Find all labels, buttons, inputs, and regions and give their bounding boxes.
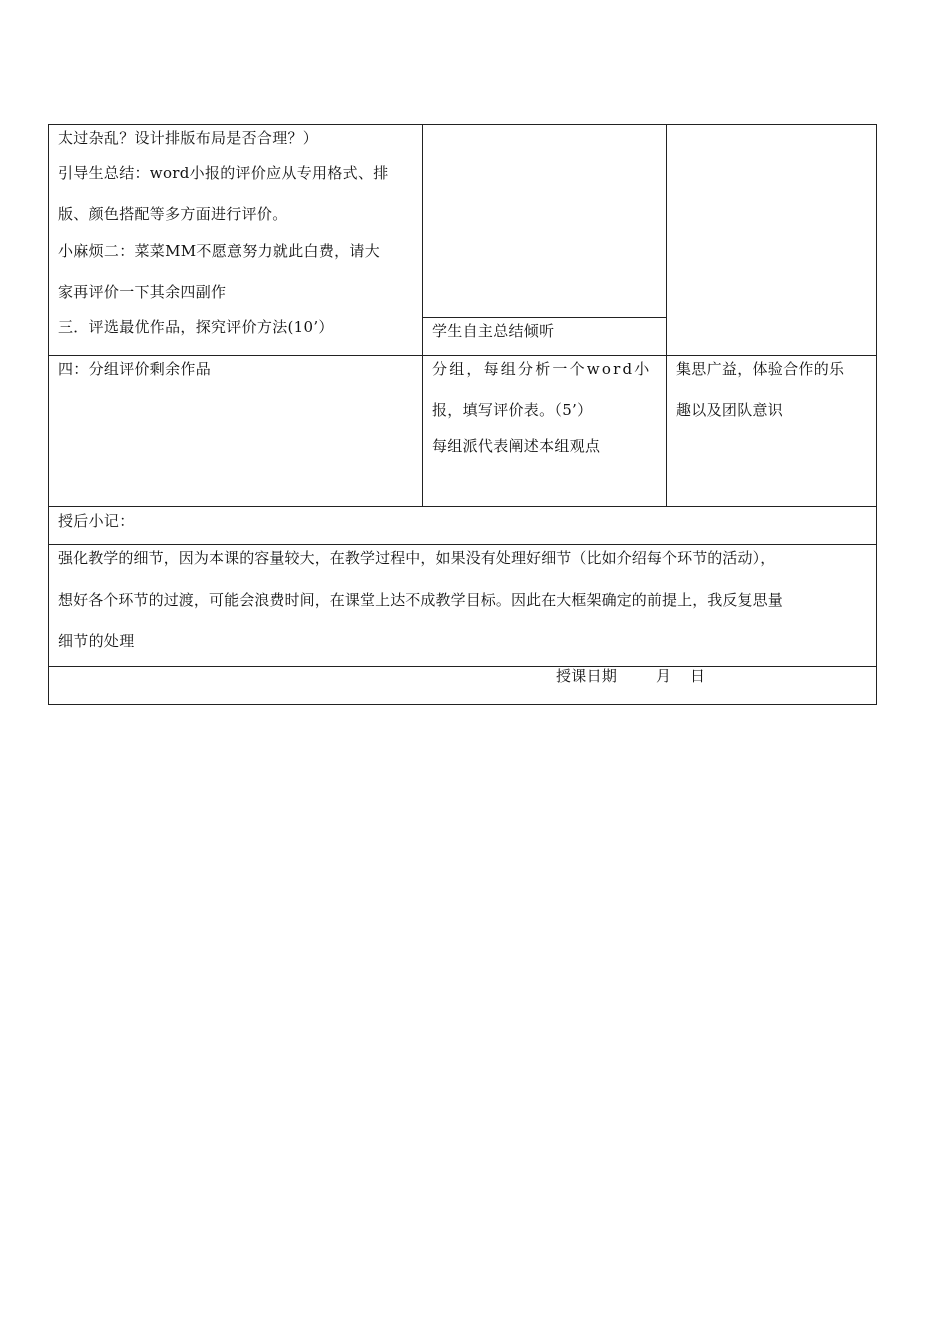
row-divider: [48, 355, 877, 356]
column-divider: [666, 124, 667, 507]
row1-col1-line: 太过杂乱？设计排版布局是否合理？）: [58, 129, 319, 147]
row3-col2-line: 分组，每组分析一个word小: [432, 360, 652, 378]
row1-col1-line: 引导生总结：word小报的评价应从专用格式、排: [58, 164, 389, 182]
row-divider: [48, 544, 877, 545]
notes-body-line: 强化教学的细节，因为本课的容量较大，在教学过程中，如果没有处理好细节（比如介绍每个环节的活动），: [58, 549, 776, 567]
notes-heading: 授后小记：: [58, 512, 135, 530]
lesson-date-day: 日: [690, 667, 706, 685]
notes-body-line: 细节的处理: [58, 632, 135, 650]
table-border-right: [876, 124, 877, 705]
row3-col3-line: 集思广益，体验合作的乐: [676, 360, 845, 378]
row3-col2-line: 每组派代表阐述本组观点: [432, 437, 601, 455]
row-divider: [48, 506, 877, 507]
column-divider: [422, 124, 423, 507]
lesson-plan-table: [48, 124, 877, 705]
row-divider: [48, 666, 877, 667]
row3-col2-line: 报，填写评价表。（5’）: [432, 401, 593, 419]
row1-col1-line: 小麻烦二：菜菜MM不愿意努力就此白费，请大: [58, 242, 381, 260]
row2-col1-text: 三．评选最优作品，探究评价方法(10’）: [58, 318, 334, 336]
row-divider-col2: [422, 317, 667, 318]
lesson-date-month: 月: [656, 667, 672, 685]
table-border-top: [48, 124, 877, 125]
notes-body-line: 想好各个环节的过渡，可能会浪费时间，在课堂上达不成教学目标。因此在大框架确定的前提上，我反复思量: [58, 591, 783, 609]
row3-col1-text: 四：分组评价剩余作品: [58, 360, 212, 378]
table-border-bottom: [48, 704, 877, 705]
table-border-left: [48, 124, 49, 705]
row3-col3-line: 趣以及团队意识: [676, 401, 784, 419]
row1-col1-line: 版、颜色搭配等多方面进行评价。: [58, 205, 288, 223]
row1-col1-line: 家再评价一下其余四副作: [58, 283, 227, 301]
row2-col2-text: 学生自主总结倾听: [432, 322, 555, 340]
lesson-date-label: 授课日期: [556, 667, 618, 685]
